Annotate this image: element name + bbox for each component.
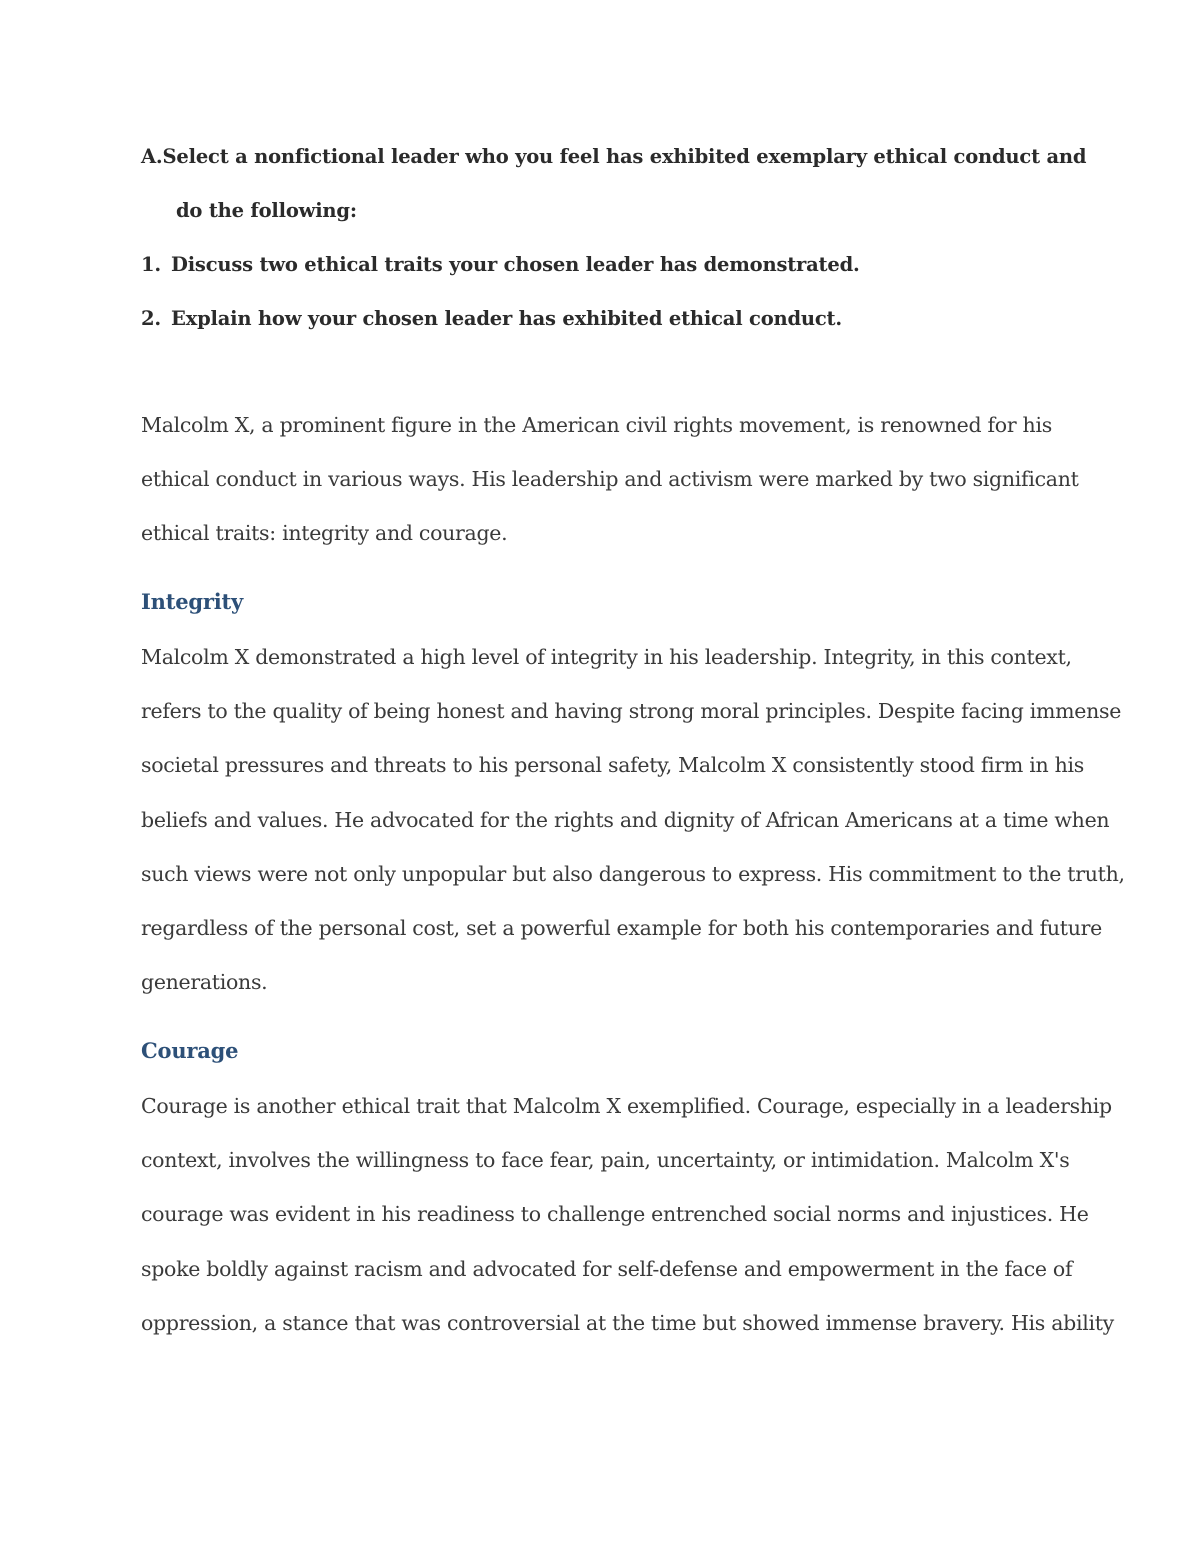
prompt-item-a-continuation: do the following: — [176, 199, 357, 222]
integrity-paragraph — [141, 630, 1125, 1009]
integrity-line: generations. — [141, 970, 268, 995]
integrity-line: Malcolm X demonstrated a high level of integrity in his leadership. Integrity, in this context, — [141, 645, 1072, 669]
courage-line: spoke boldly against racism and advocated for self-defense and empowerment in the face of — [141, 1256, 1073, 1281]
integrity-line: such views were not only unpopular but also dangerous to express. His commitment to the truth, — [141, 861, 1125, 886]
prompt-item-a — [141, 130, 1087, 184]
courage-paragraph — [141, 1079, 1114, 1350]
intro-line: ethical traits: integrity and courage. — [141, 521, 508, 546]
prompt-item-2-text: Explain how your chosen leader has exhibited ethical conduct. — [171, 307, 842, 330]
courage-line: Courage is another ethical trait that Malcolm X exemplified. Courage, especially in a leadership — [141, 1094, 1112, 1118]
intro-paragraph — [141, 398, 1081, 561]
integrity-line: beliefs and values. He advocated for the rights and dignity of African Americans at a time when — [141, 807, 1110, 832]
assignment-prompt — [141, 130, 1087, 346]
courage-line: courage was evident in his readiness to challenge entrenched social norms and injustices. He — [141, 1202, 1089, 1227]
intro-line: ethical conduct in various ways. His leadership and activism were marked by two significant — [141, 467, 1079, 492]
prompt-item-1-marker: 1. — [141, 253, 161, 276]
prompt-item-2 — [141, 292, 1081, 346]
integrity-line: regardless of the personal cost, set a powerful example for both his contemporaries and future — [141, 916, 1102, 941]
prompt-item-1-text: Discuss two ethical traits your chosen leader has demonstrated. — [171, 253, 860, 276]
prompt-item-a-text: Select a nonfictional leader who you feel has exhibited exemplary ethical conduct and — [162, 145, 1087, 168]
integrity-line: societal pressures and threats to his personal safety, Malcolm X consistently stood firm in his — [141, 753, 1084, 778]
courage-heading: Courage — [141, 1038, 239, 1063]
intro-line: Malcolm X, a prominent figure in the American civil rights movement, is renowned for his — [141, 413, 1052, 437]
courage-line: context, involves the willingness to face fear, pain, uncertainty, or intimidation. Malcolm X's — [141, 1148, 1070, 1173]
prompt-item-1 — [141, 238, 1081, 292]
courage-line: oppression, a stance that was controversial at the time but showed immense bravery. His ability — [141, 1310, 1114, 1335]
integrity-line: refers to the quality of being honest and having strong moral principles. Despite facing immense — [141, 699, 1122, 724]
prompt-item-a-marker: A. — [141, 145, 163, 168]
integrity-heading: Integrity — [141, 589, 243, 614]
prompt-item-2-marker: 2. — [141, 307, 161, 330]
